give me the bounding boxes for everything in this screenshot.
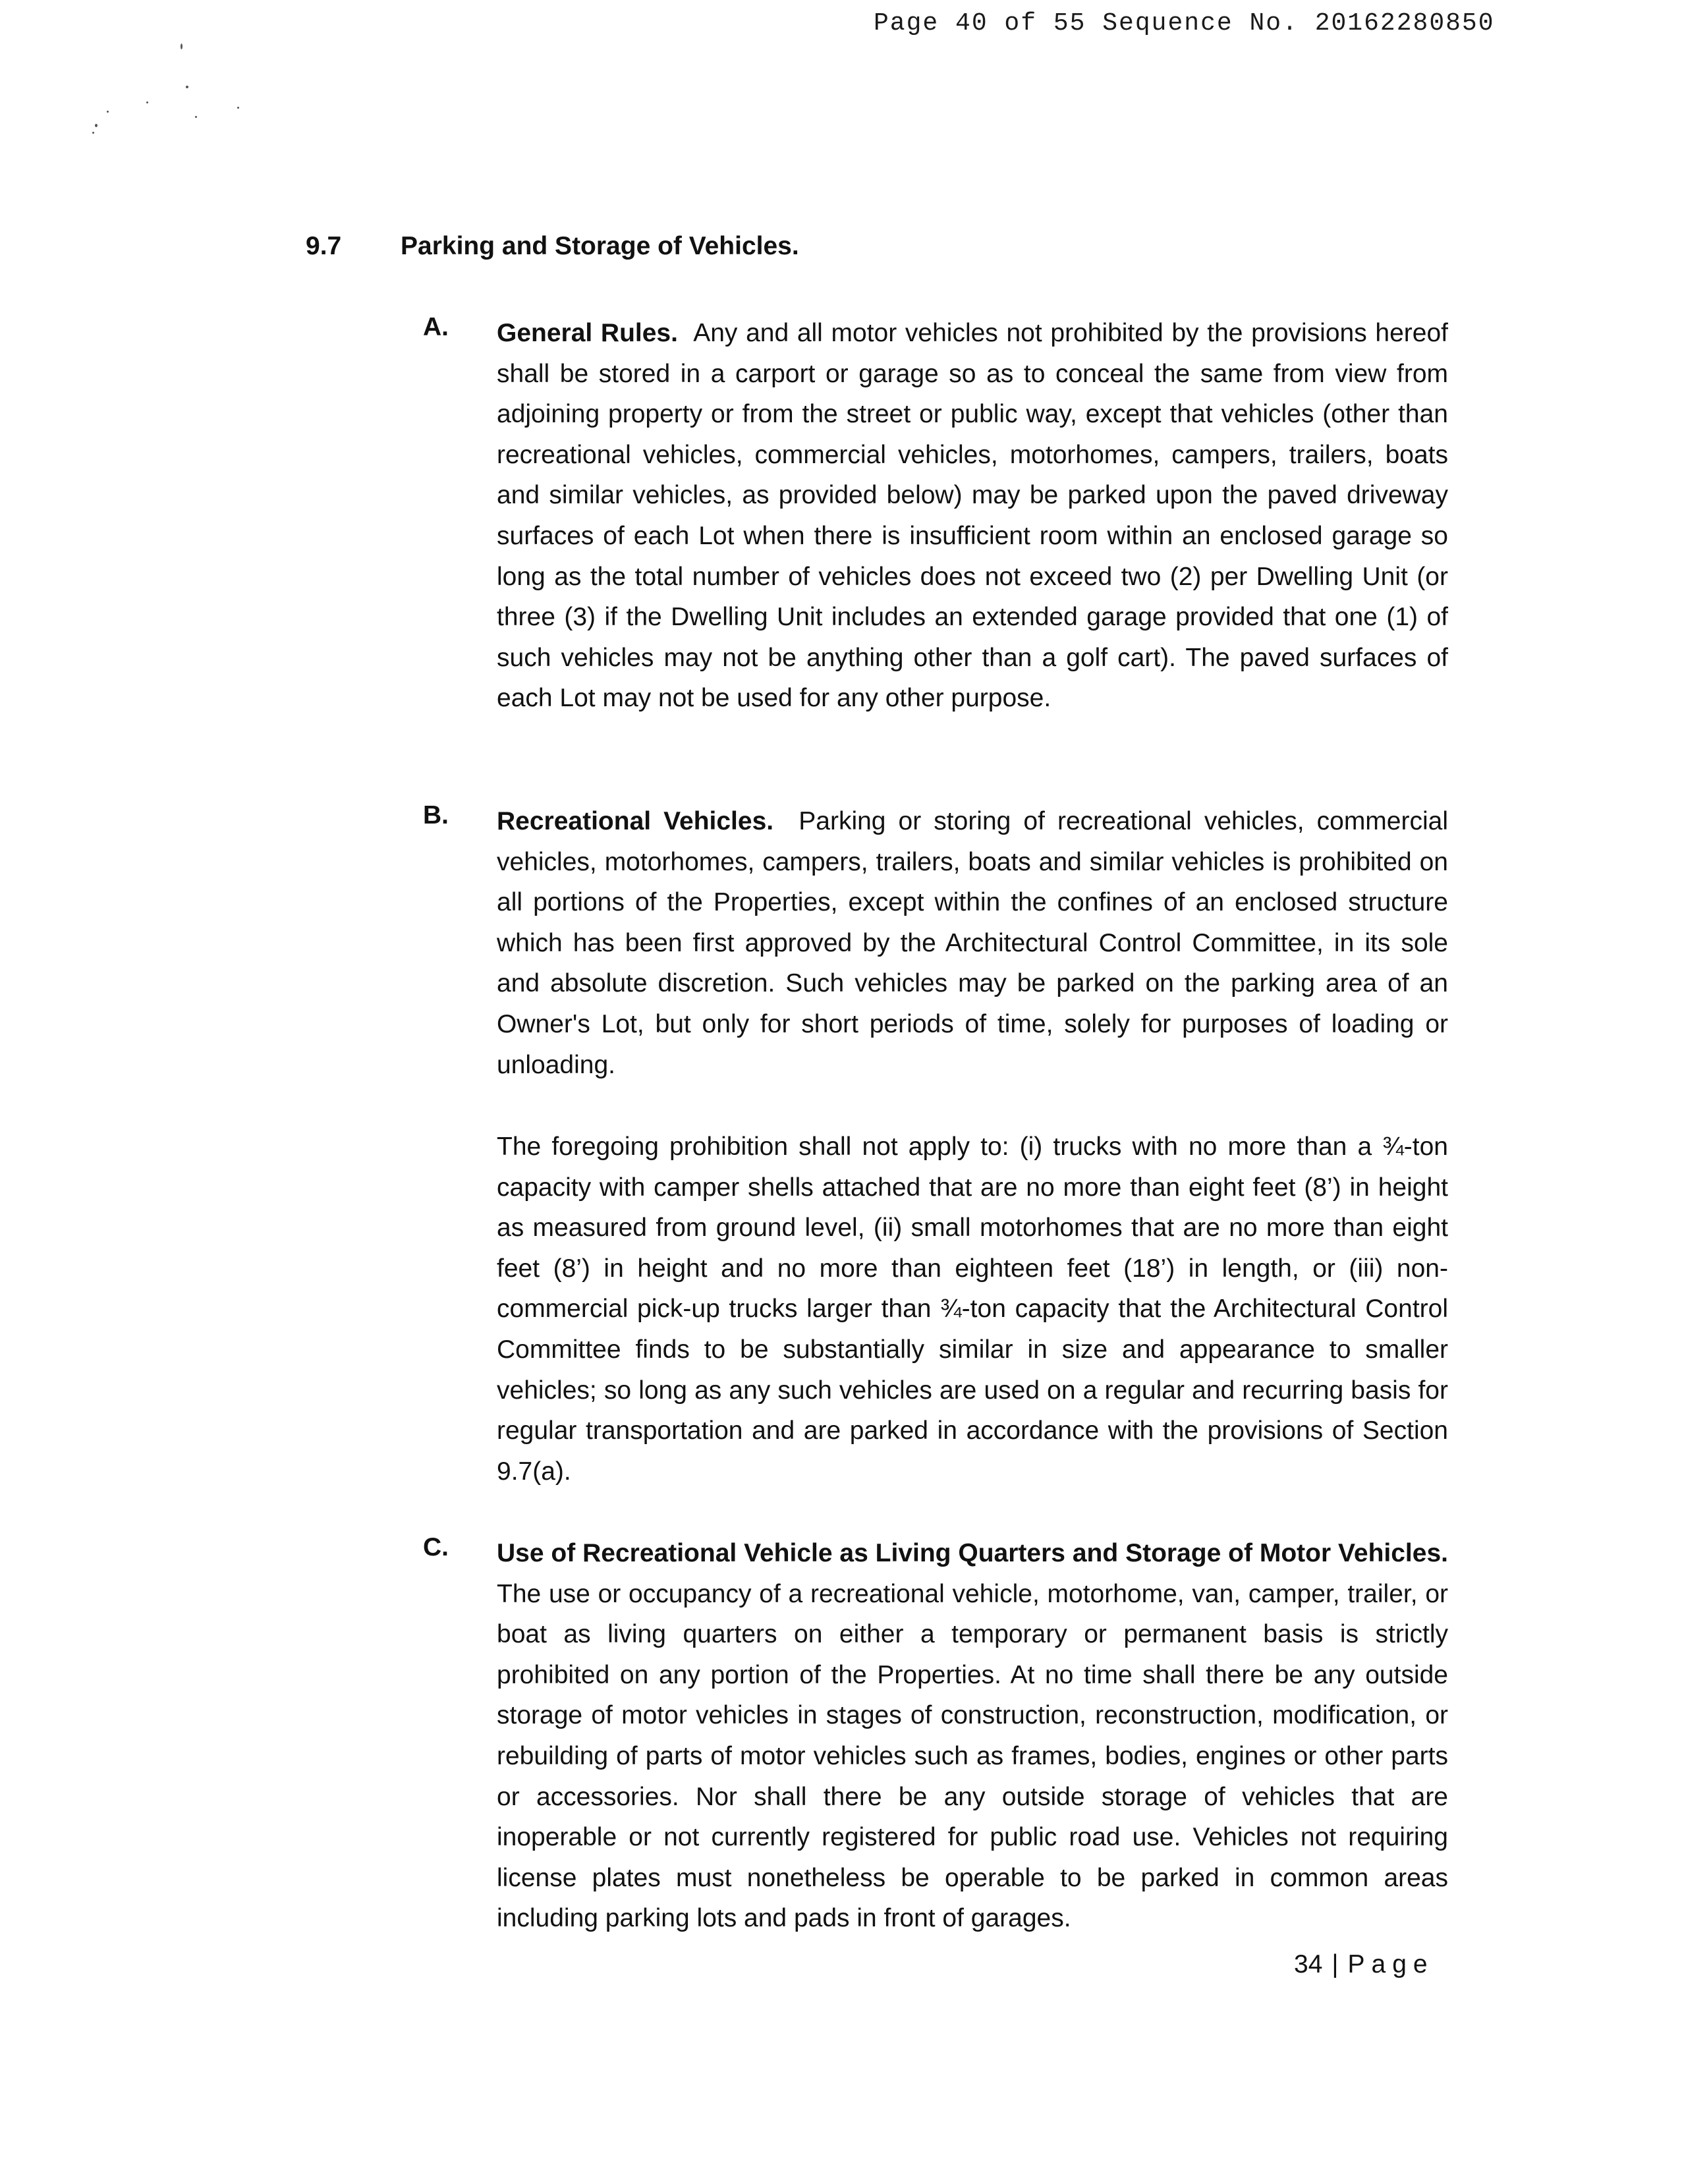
scan-speck	[237, 107, 239, 109]
scan-speck	[107, 111, 109, 113]
section-heading	[306, 232, 799, 261]
list-item	[423, 801, 1448, 1085]
item-body	[497, 801, 1448, 1085]
list-item	[423, 1533, 1448, 1939]
item-body	[497, 1533, 1448, 1939]
item-letter: B.	[423, 801, 449, 829]
item-letter: C.	[423, 1533, 449, 1561]
item-heading: General Rules.	[497, 319, 678, 347]
item-letter: A.	[423, 313, 449, 341]
page-sequence-stamp: Page 40 of 55 Sequence No. 20162280850	[874, 9, 1495, 38]
item-heading: Recreational Vehicles.	[497, 807, 774, 835]
item-text: Parking or storing of recreational vehicles, commercial vehicles, motorhomes, campers, trailers, boats and similar vehicles is prohibited on all portions of the Properties, except within the confines of an enclosed structure which has been first approved by the Architectural Control Committee, in its sole and absolute discretion. Such vehicles may be parked on the parking area of an Owner's Lot, but only for short periods of time, solely for purposes of loading or unloading.	[497, 807, 1448, 1079]
scan-speck	[95, 124, 98, 127]
item-body	[497, 313, 1448, 719]
page-footer	[1294, 1950, 1434, 1979]
footer-separator: |	[1332, 1950, 1339, 1978]
page-number: 34	[1294, 1950, 1323, 1978]
item-heading: Use of Recreational Vehicle as Living Quarters and Storage of Motor Vehicles.	[497, 1539, 1448, 1567]
section-title: Parking and Storage of Vehicles.	[401, 232, 799, 260]
section-number: 9.7	[306, 232, 342, 260]
item-extra-paragraph: The foregoing prohibition shall not apply to: (i) trucks with no more than a ¾-ton capacity with camper shells attached that are no more than eight feet (8’) in height as measured from ground level, (ii) small motorhomes that are no more than eight feet (8’) in height and no more than eighteen feet (18’) in length, or (iii) non-commercial pick-up trucks larger than ¾-ton capacity that the Architectural Control Committee finds to be substantially similar in size and appearance to smaller vehicles; so long as any such vehicles are used on a regular and recurring basis for regular transportation and are parked in accordance with the provisions of Section 9.7(a).	[497, 1133, 1448, 1486]
scan-speck	[186, 86, 188, 88]
scan-speck	[92, 132, 94, 134]
scan-speck	[195, 116, 197, 118]
scan-speck	[146, 101, 148, 103]
item-text: Any and all motor vehicles not prohibited by the provisions hereof shall be stored in a carport or garage so as to conceal the same from view from adjoining property or from the street or public way, except that vehicles (other than recreational vehicles, commercial vehicles, motorhomes, campers, trailers, boats and similar vehicles, as provided below) may be parked upon the paved driveway surfaces of each Lot when there is insufficient room within an enclosed garage so long as the total number of vehicles does not exceed two (2) per Dwelling Unit (or three (3) if the Dwelling Unit includes an extended garage provided that one (1) of such vehicles may not be anything other than a golf cart). The paved surfaces of each Lot may not be used for any other purpose.	[497, 319, 1448, 713]
list-item	[423, 313, 1448, 719]
page-label: Page	[1347, 1950, 1434, 1978]
scan-speck	[181, 43, 182, 49]
item-text: The use or occupancy of a recreational vehicle, motorhome, van, camper, trailer, or boat as living quarters on either a temporary or permanent basis is strictly prohibited on any portion of the Properties. At no time shall there be any outside storage of motor vehicles in stages of construction, reconstruction, modification, or rebuilding of parts of motor vehicles such as frames, bodies, engines or other parts or accessories. Nor shall there be any outside storage of vehicles that are inoperable or not currently registered for public road use. Vehicles not requiring license plates must nonetheless be operable to be parked in common areas including parking lots and pads in front of garages.	[497, 1579, 1448, 1933]
